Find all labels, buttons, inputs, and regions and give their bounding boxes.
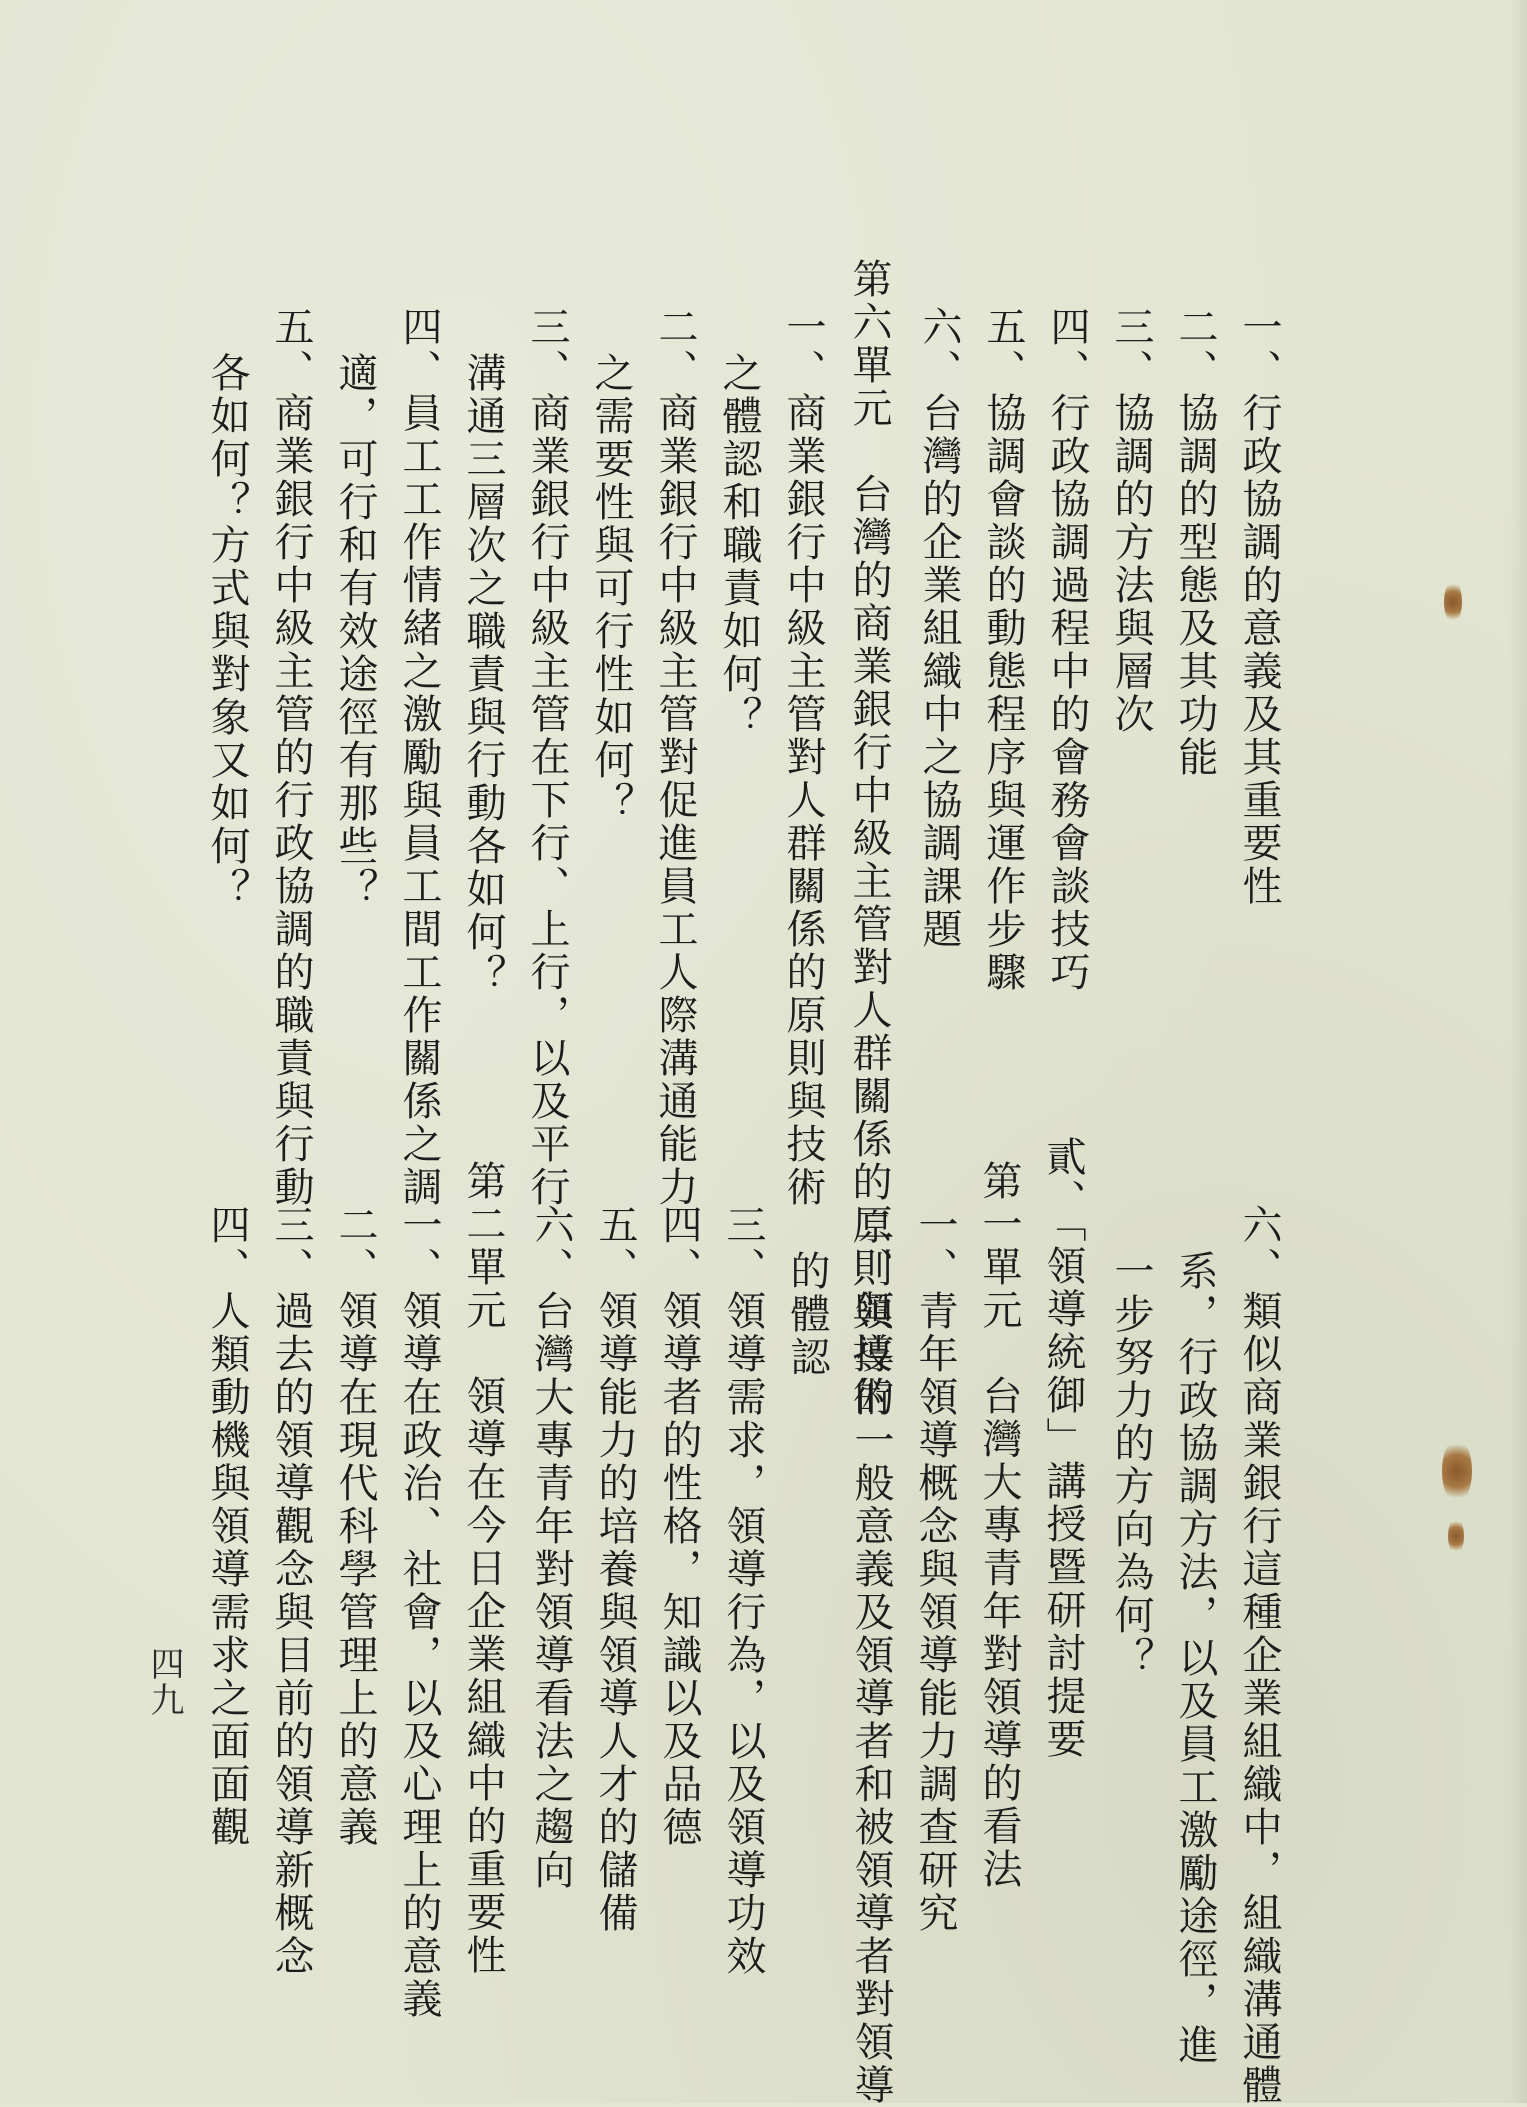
bottom-line-6: 一、青年領導概念與領導能力調查研究 bbox=[912, 1204, 958, 1935]
bottom-line-10: 四、領導者的性格，知識以及品德 bbox=[656, 1204, 702, 1849]
rust-stain bbox=[1444, 580, 1462, 624]
section-heading-unit-1: 第一單元 台灣大專青年對領導的看法 bbox=[976, 1160, 1022, 1891]
bottom-line-9: 三、領導需求，領導行為，以及領導功效 bbox=[720, 1204, 766, 1978]
top-line-11: 之需要性與可行性如何？ bbox=[588, 352, 634, 825]
bottom-line-11: 五、領導能力的培養與領導人才的儲備 bbox=[592, 1204, 638, 1935]
top-line-1: 一、行政協調的意義及其重要性 bbox=[1236, 306, 1282, 908]
rust-stain bbox=[1448, 1518, 1464, 1554]
top-line-16: 五、商業銀行中級主管的行政協調的職責與行動 bbox=[268, 306, 314, 1209]
top-line-13: 溝通三層次之職責與行動各如何？ bbox=[460, 352, 506, 997]
top-line-9: 之體認和職責如何？ bbox=[716, 352, 762, 739]
bottom-line-8: 的體認 bbox=[784, 1250, 830, 1379]
bottom-line-1: 六、類似商業銀行這種企業組織中，組織溝通體 bbox=[1236, 1204, 1282, 2107]
top-line-12: 三、商業銀行中級主管在下行、上行，以及平行 bbox=[524, 306, 570, 1209]
bottom-line-15: 二、領導在現代科學管理上的意義 bbox=[332, 1204, 378, 1849]
top-line-2: 二、協調的型態及其功能 bbox=[1172, 306, 1218, 779]
section-heading-unit-6: 第六單元 台灣的商業銀行中級主管對人群關係的原則與技術 bbox=[846, 258, 892, 1419]
section-heading-unit-2: 第二單元 領導在今日企業組織中的重要性 bbox=[460, 1160, 506, 1977]
top-line-10: 二、商業銀行中級主管對促進員工人際溝通能力 bbox=[652, 306, 698, 1209]
bottom-line-3: 一步努力的方向為何？ bbox=[1108, 1250, 1154, 1680]
bottom-line-7: 二、領導的一般意義及領導者和被領導者對領導 bbox=[848, 1204, 894, 2107]
bottom-line-12: 六、台灣大專青年對領導看法之趨向 bbox=[528, 1204, 574, 1892]
top-line-14: 四、員工工作情緒之激勵與員工間工作關係之調 bbox=[396, 306, 442, 1209]
section-heading-leadership: 貳、「領導統御」講授暨研討提要 bbox=[1040, 1136, 1086, 1761]
bottom-line-2: 系，行政協調方法，以及員工激勵途徑，進 bbox=[1172, 1250, 1218, 2067]
page-number: 四九 bbox=[144, 1646, 184, 1718]
top-line-5: 五、協調會談的動態程序與運作步驟 bbox=[980, 306, 1026, 994]
top-line-15: 適，可行和有效途徑有那些？ bbox=[332, 352, 378, 911]
top-line-4: 四、行政協調過程中的會務會談技巧 bbox=[1044, 306, 1090, 994]
rust-stain bbox=[1442, 1438, 1472, 1504]
bottom-line-16: 三、過去的領導觀念與目前的領導新概念 bbox=[268, 1204, 314, 1978]
bottom-line-14: 一、領導在政治、社會，以及心理上的意義 bbox=[396, 1204, 442, 2021]
top-line-3: 三、協調的方法與層次 bbox=[1108, 306, 1154, 736]
top-line-17: 各如何？方式與對象又如何？ bbox=[204, 352, 250, 911]
top-line-8: 一、商業銀行中級主管對人群關係的原則與技術 bbox=[780, 306, 826, 1209]
bottom-line-17: 四、人類動機與領導需求之面面觀 bbox=[204, 1204, 250, 1849]
page-edge-shadow bbox=[1509, 0, 1527, 2103]
top-line-6: 六、台灣的企業組織中之協調課題 bbox=[916, 306, 962, 951]
